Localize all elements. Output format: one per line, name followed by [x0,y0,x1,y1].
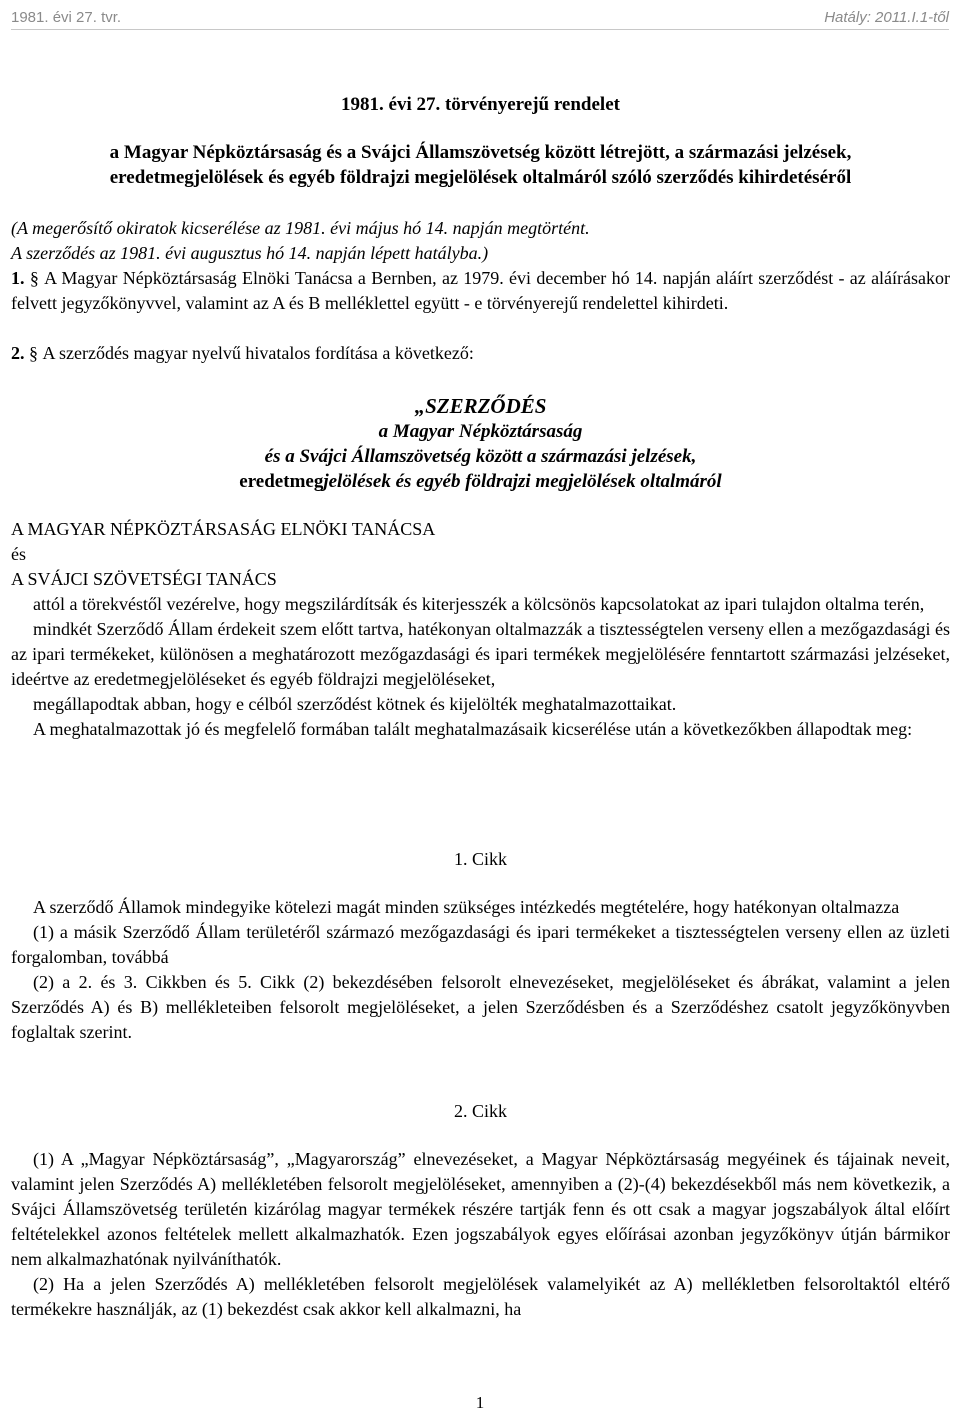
treaty-title-line-4b: jelölések és egyéb földrajzi megjelölések oltalmáról [323,471,722,492]
note-line-2: A szerződés az 1981. évi augusztus hó 14. napján lépett hatályba.) [11,243,489,263]
preamble-paragraph: A meghatalmazottak jó és megfelelő formában talált meghatalmazásaik kicserélése után a következőkben állapodtak meg: [33,719,913,739]
preamble [11,517,950,742]
title-line-2: a Magyar Népköztársaság és a Svájci Államszövetség között létrejött, a származási jelzések, [109,142,852,163]
running-header [11,5,949,30]
article-1 [11,847,950,1045]
preamble-paragraph: attól a törekvéstől vezérelve, hogy megszilárdítsák és kiterjesszék a kölcsönös kapcsolatokat az ipari tulajdon oltalma terén, [33,594,925,614]
section-2-number: 2. [11,343,25,363]
treaty-title-line-3: és a Svájci Államszövetség között a származási jelzések, [264,446,697,467]
section-2 [11,341,950,366]
paragraph-sign: § [29,268,39,288]
section-1 [11,266,950,316]
preamble-paragraph: mindkét Szerződő Állam érdekeit szem előtt tartva, hatékonyan oltalmazzák a tisztességtelen verseny ellen a mezőgazdasági és az ipari termékeket, különösen a meghatározott mezőgazdasági és ipari termékek megjelölésére fenntartott származási jelzéseket, ideértve az eredetmegjelöléseket és egyéb földrajzi megjelöléseket, [11,619,950,689]
article-paragraph: A szerződő Államok mindegyike kötelezi magát minden szükséges intézkedés megtételére, hogy hatékonyan oltalmazza [33,897,900,917]
article-1-heading: 1. Cikk [453,849,507,869]
preamble-paragraph: megállapodtak abban, hogy e célból szerződést kötnek és kijelölték meghatalmazottaikat. [33,694,677,714]
party-1: A MAGYAR NÉPKÖZTÁRSASÁG ELNÖKI TANÁCSA [11,519,436,539]
treaty-title-line-4a: eredetmeg [239,471,324,492]
title-line-1: 1981. évi 27. törvényerejű rendelet [341,94,620,115]
article-paragraph: (2) Ha a jelen Szerződés A) mellékletében felsorolt megjelölések valamelyikét az A) mellékletben felsoroltaktól eltérő termékekre használják, az (1) bekezdést csak akkor kell alkalmazni, ha [11,1274,950,1319]
article-paragraph: (1) a másik Szerződő Állam területéről származó mezőgazdasági és ipari termékeket a tisztességtelen verseny ellen az üzleti forgalomban, továbbá [11,922,950,967]
validity-note [11,216,950,266]
header-left: 1981. évi 27. tvr. [11,8,122,26]
section-1-number: 1. [11,268,25,288]
page-number: 1 [475,1393,485,1412]
article-paragraph: (2) a 2. és 3. Cikkben és 5. Cikk (2) bekezdésében felsorolt elnevezéseket, megjelöléseket és ábrákat, valamint a jelen Szerződés A) és B) mellékleteiben felsorolt megjelöléseket, a jelen Szerződésben és a Szerződéshez csatolt jegyzőkönyvben foglaltak szerint. [11,972,950,1042]
paragraph-sign: § [29,343,38,363]
section-2-text: A szerződés magyar nyelvű hivatalos fordítása a következő: [42,343,474,363]
article-2 [11,1099,950,1322]
treaty-title-line-1: „SZERZŐDÉS [414,394,547,418]
section-1-text: A Magyar Népköztársaság Elnöki Tanácsa a Bernben, az 1979. évi december hó 14. napján aláírt szerződést - az aláírásakor felvett jegyzőkönyvvel, valamint az A és B melléklettel együtt - e törvényerejű rendelettel kihirdeti. [11,268,951,313]
treaty-title-line-2: a Magyar Népköztársaság [378,421,583,442]
article-2-heading: 2. Cikk [453,1101,507,1121]
title-line-3: eredetmegjelölések és egyéb földrajzi megjelölések oltalmáról szóló szerződés kihirdetéséről [109,167,852,188]
note-line-1: (A megerősítő okiratok kicserélése az 1981. évi május hó 14. napján megtörtént. [11,218,590,238]
party-and: és [11,544,26,564]
treaty-title [11,394,950,494]
document-title [11,92,950,190]
header-right: Hatály: 2011.I.1-től [824,8,949,26]
party-2: A SVÁJCI SZÖVETSÉGI TANÁCS [11,569,277,589]
article-paragraph: (1) A „Magyar Népköztársaság”, „Magyarország” elnevezéseket, a Magyar Népköztársaság megyéinek és tájainak neveit, valamint jelen Szerződés A) mellékletében felsorolt megjelöléseket, amennyiben a (2)-(4) bekezdésekből más nem következik, a Svájci Államszövetség területén kizárólag magyar termékek részére tartják fenn és ott csak a magyar jogszabályok által előírt feltételekkel azonos feltételek mellett alkalmazhatók. Ezen jogszabályok egyes előírásai azonban jegyzőkönyv útján bármikor nem alkalmazhatónak nyilváníthatók. [11,1149,950,1269]
